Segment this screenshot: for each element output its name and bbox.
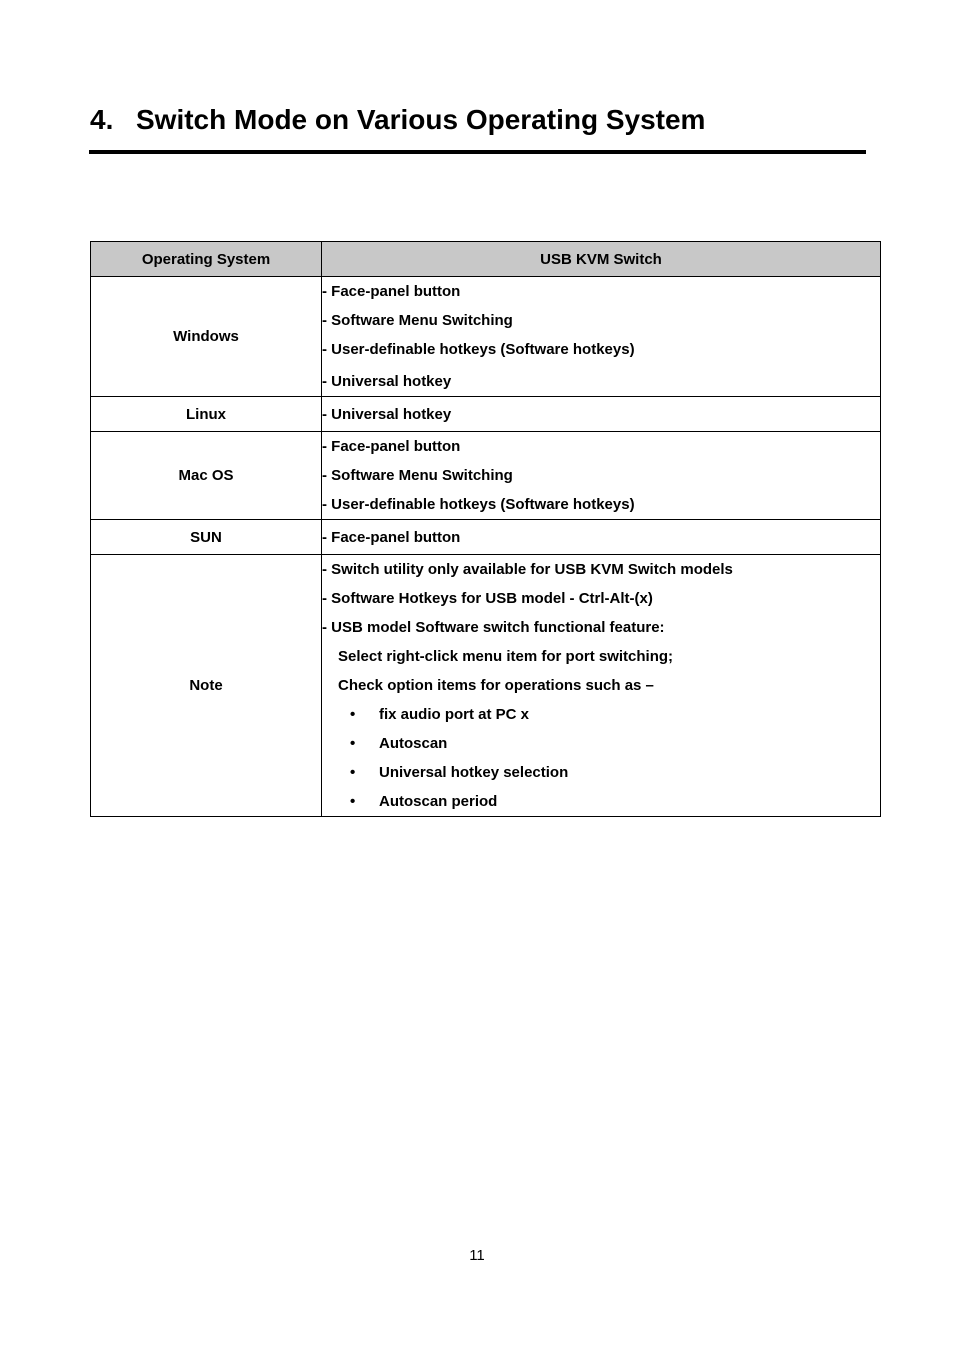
note-bullet-item: [322, 787, 880, 816]
page-title: [90, 100, 866, 140]
feature-list: [322, 520, 881, 555]
bullet-text: fix audio port at PC x: [379, 706, 530, 723]
note-line: - Software Hotkeys for USB model - Ctrl-Alt-(x): [322, 590, 653, 607]
table-row-sun: [91, 520, 881, 555]
section-number: 4.: [90, 104, 114, 135]
feature-item: - User-definable hotkeys (Software hotkeys): [322, 341, 635, 358]
note-sub-line: Check option items for operations such as –: [338, 677, 654, 694]
feature-item: - Software Menu Switching: [322, 312, 513, 329]
note-line: - USB model Software switch functional feature:: [322, 619, 665, 636]
os-name: Mac OS: [91, 432, 322, 520]
bullet-icon: •: [350, 764, 356, 781]
bullet-text: Autoscan: [379, 735, 448, 752]
bullet-text: Universal hotkey selection: [379, 764, 569, 781]
feature-item: - Face-panel button: [322, 438, 461, 455]
table-row-mac-os: [91, 432, 881, 520]
table-row-windows: [91, 277, 881, 397]
bullet-icon: •: [350, 735, 356, 752]
note-list: [322, 555, 881, 817]
feature-item: - User-definable hotkeys (Software hotkeys): [322, 496, 635, 513]
feature-item: - Universal hotkey: [322, 406, 452, 423]
os-name: Linux: [91, 397, 322, 432]
note-bullet-item: [322, 758, 880, 787]
table-row-note: [91, 555, 881, 817]
table-header-row: [91, 242, 881, 277]
os-name: Note: [91, 555, 322, 817]
note-bullet-item: [322, 700, 880, 729]
feature-item: - Face-panel button: [322, 529, 461, 546]
page-number: 11: [469, 1247, 485, 1264]
bullet-text: Autoscan period: [379, 793, 498, 810]
section-title: Switch Mode on Various Operating System: [136, 104, 706, 135]
feature-list: [322, 277, 881, 397]
table-row-linux: [91, 397, 881, 432]
bullet-icon: •: [350, 706, 356, 723]
os-name: Windows: [91, 277, 322, 397]
os-switch-table: [90, 241, 881, 817]
note-bullet-item: [322, 729, 880, 758]
os-name: SUN: [91, 520, 322, 555]
feature-item: - Software Menu Switching: [322, 467, 513, 484]
feature-list: [322, 432, 881, 520]
header-usb-kvm-switch: USB KVM Switch: [322, 242, 881, 277]
feature-item: - Face-panel button: [322, 283, 461, 300]
note-sub-line: Select right-click menu item for port switching;: [338, 648, 674, 665]
bullet-icon: •: [350, 793, 356, 810]
note-line: - Switch utility only available for USB KVM Switch models: [322, 561, 733, 578]
title-underline: [89, 150, 866, 154]
feature-item: - Universal hotkey: [322, 373, 452, 390]
feature-list: [322, 397, 881, 432]
header-operating-system: Operating System: [91, 242, 322, 277]
